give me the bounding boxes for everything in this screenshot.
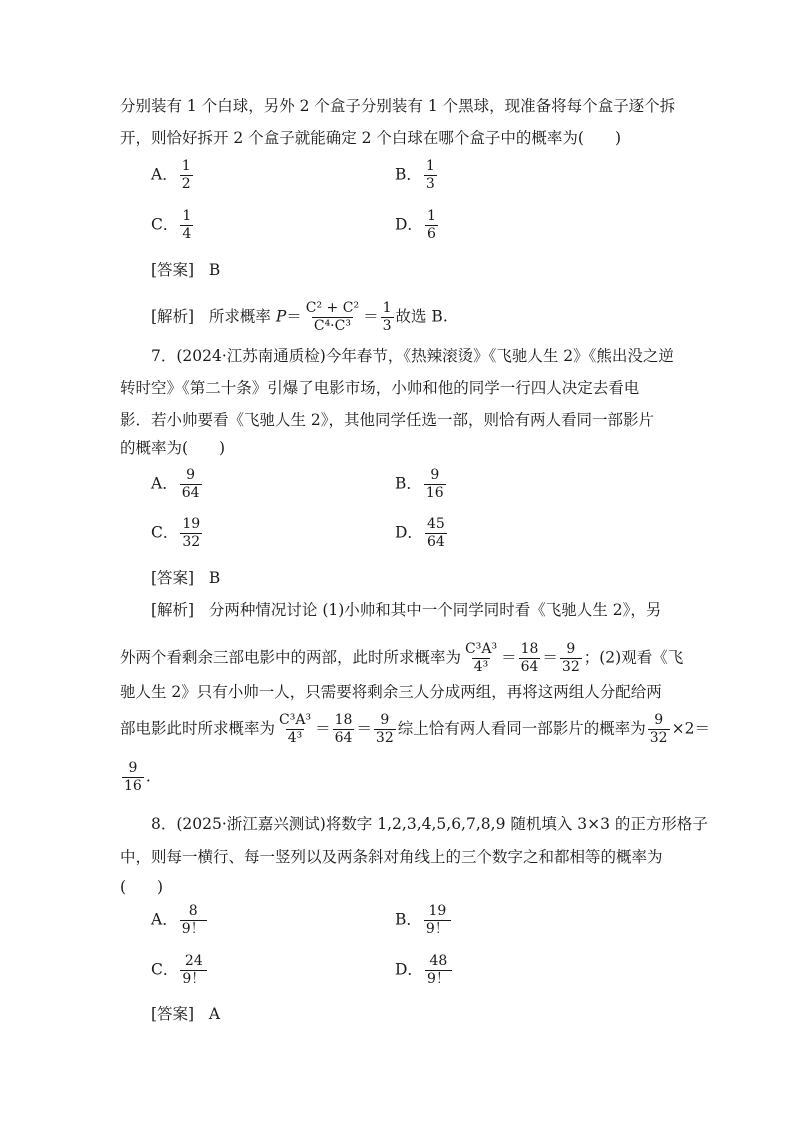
q7-answer: [答案] B <box>151 569 221 587</box>
q8-option-b: B． $\frac{19}{9!}$ <box>395 903 449 937</box>
q6-line-2: 开，则恰好拆开 2 个盒子就能确定 2 个白球在哪个盒子中的概率为( ) <box>120 129 622 147</box>
q7-option-a: A． $\frac{9}{64}$ <box>151 467 200 501</box>
q7-analysis-line-3: 驰人生 2》只有小帅一人，只需要将剩余三人分成两组，再将这两组人分配给两 <box>120 683 662 701</box>
q8-answer: [答案] A <box>151 1005 221 1023</box>
q8-line-1: 8．(2025·浙江嘉兴测试)将数字 1,2,3,4,5,6,7,8,9 随机填入 3×3 的正方形格子 <box>151 815 708 833</box>
q7-analysis-line-1: [解析] 分两种情况讨论 (1)小帅和其中一个同学同时看《飞驰人生 2》，另 <box>151 601 662 619</box>
q7-line-4: 的概率为( ) <box>120 439 226 457</box>
q8-line-3: ( ) <box>120 878 164 896</box>
q7-line-2: 转时空》《第二十条》引爆了电影市场，小帅和他的同学一行四人决定去看电 <box>120 379 640 397</box>
q6-option-d: D． $\frac{1}{6}$ <box>395 208 436 242</box>
q7-line-3: 影．若小帅要看《飞驰人生 2》，其他同学任选一部，则恰有两人看同一部影片 <box>120 411 655 429</box>
q7-option-b: B． $\frac{9}{16}$ <box>395 467 444 501</box>
q6-answer: [答案] B <box>151 261 221 279</box>
q8-option-c: C． $\frac{24}{9!}$ <box>151 953 206 987</box>
q8-line-2: 中，则每一横行、每一竖列以及两条斜对角线上的三个数字之和都相等的概率为 <box>120 848 663 866</box>
q6-line-1: 分别装有 1 个白球，另外 2 个盒子分别装有 1 个黑球，现准备将每个盒子逐个拆 <box>120 97 676 115</box>
q6-option-c: C． $\frac{1}{4}$ <box>151 208 192 242</box>
q7-option-c: C． $\frac{19}{32}$ <box>151 516 201 550</box>
q8-option-a: A． $\frac{8}{9!}$ <box>151 903 205 937</box>
q7-analysis-line-5: $\frac{9}{16}$ . <box>124 760 151 794</box>
q6-option-a: A． $\frac{1}{2}$ <box>151 158 191 192</box>
q8-option-d: D． $\frac{48}{9!}$ <box>395 953 450 987</box>
q6-analysis: [解析] 所求概率 P＝ $\frac{\text{C² + C²}}{\text{C⁴·C³}}$ ＝ $\frac{1}{3}$ 故选 B. <box>151 300 448 334</box>
q6-option-b: B． $\frac{1}{3}$ <box>395 158 435 192</box>
q7-analysis-line-2: 外两个看剩余三部电影中的两部，此时所求概率为 $\frac{\text{C³A³}}{\text{4³}}$ ＝ $\frac{18}{64}$ ＝ $\frac{9}{32}$ ；(2)观看《飞 <box>120 641 684 675</box>
q7-analysis-line-4: 部电影此时所求概率为 $\frac{\text{C³A³}}{\text{4³}}$ ＝ $\frac{18}{64}$ ＝ $\frac{9}{32}$ 综上恰有两人看同一部影片的概率为 $\frac{9}{32}$ ×2＝ <box>120 712 710 746</box>
q7-option-d: D． $\frac{45}{64}$ <box>395 516 445 550</box>
q7-line-1: 7．(2024·江苏南通质检)今年春节，《热辣滚烫》《飞驰人生 2》《熊出没之逆 <box>151 347 674 365</box>
